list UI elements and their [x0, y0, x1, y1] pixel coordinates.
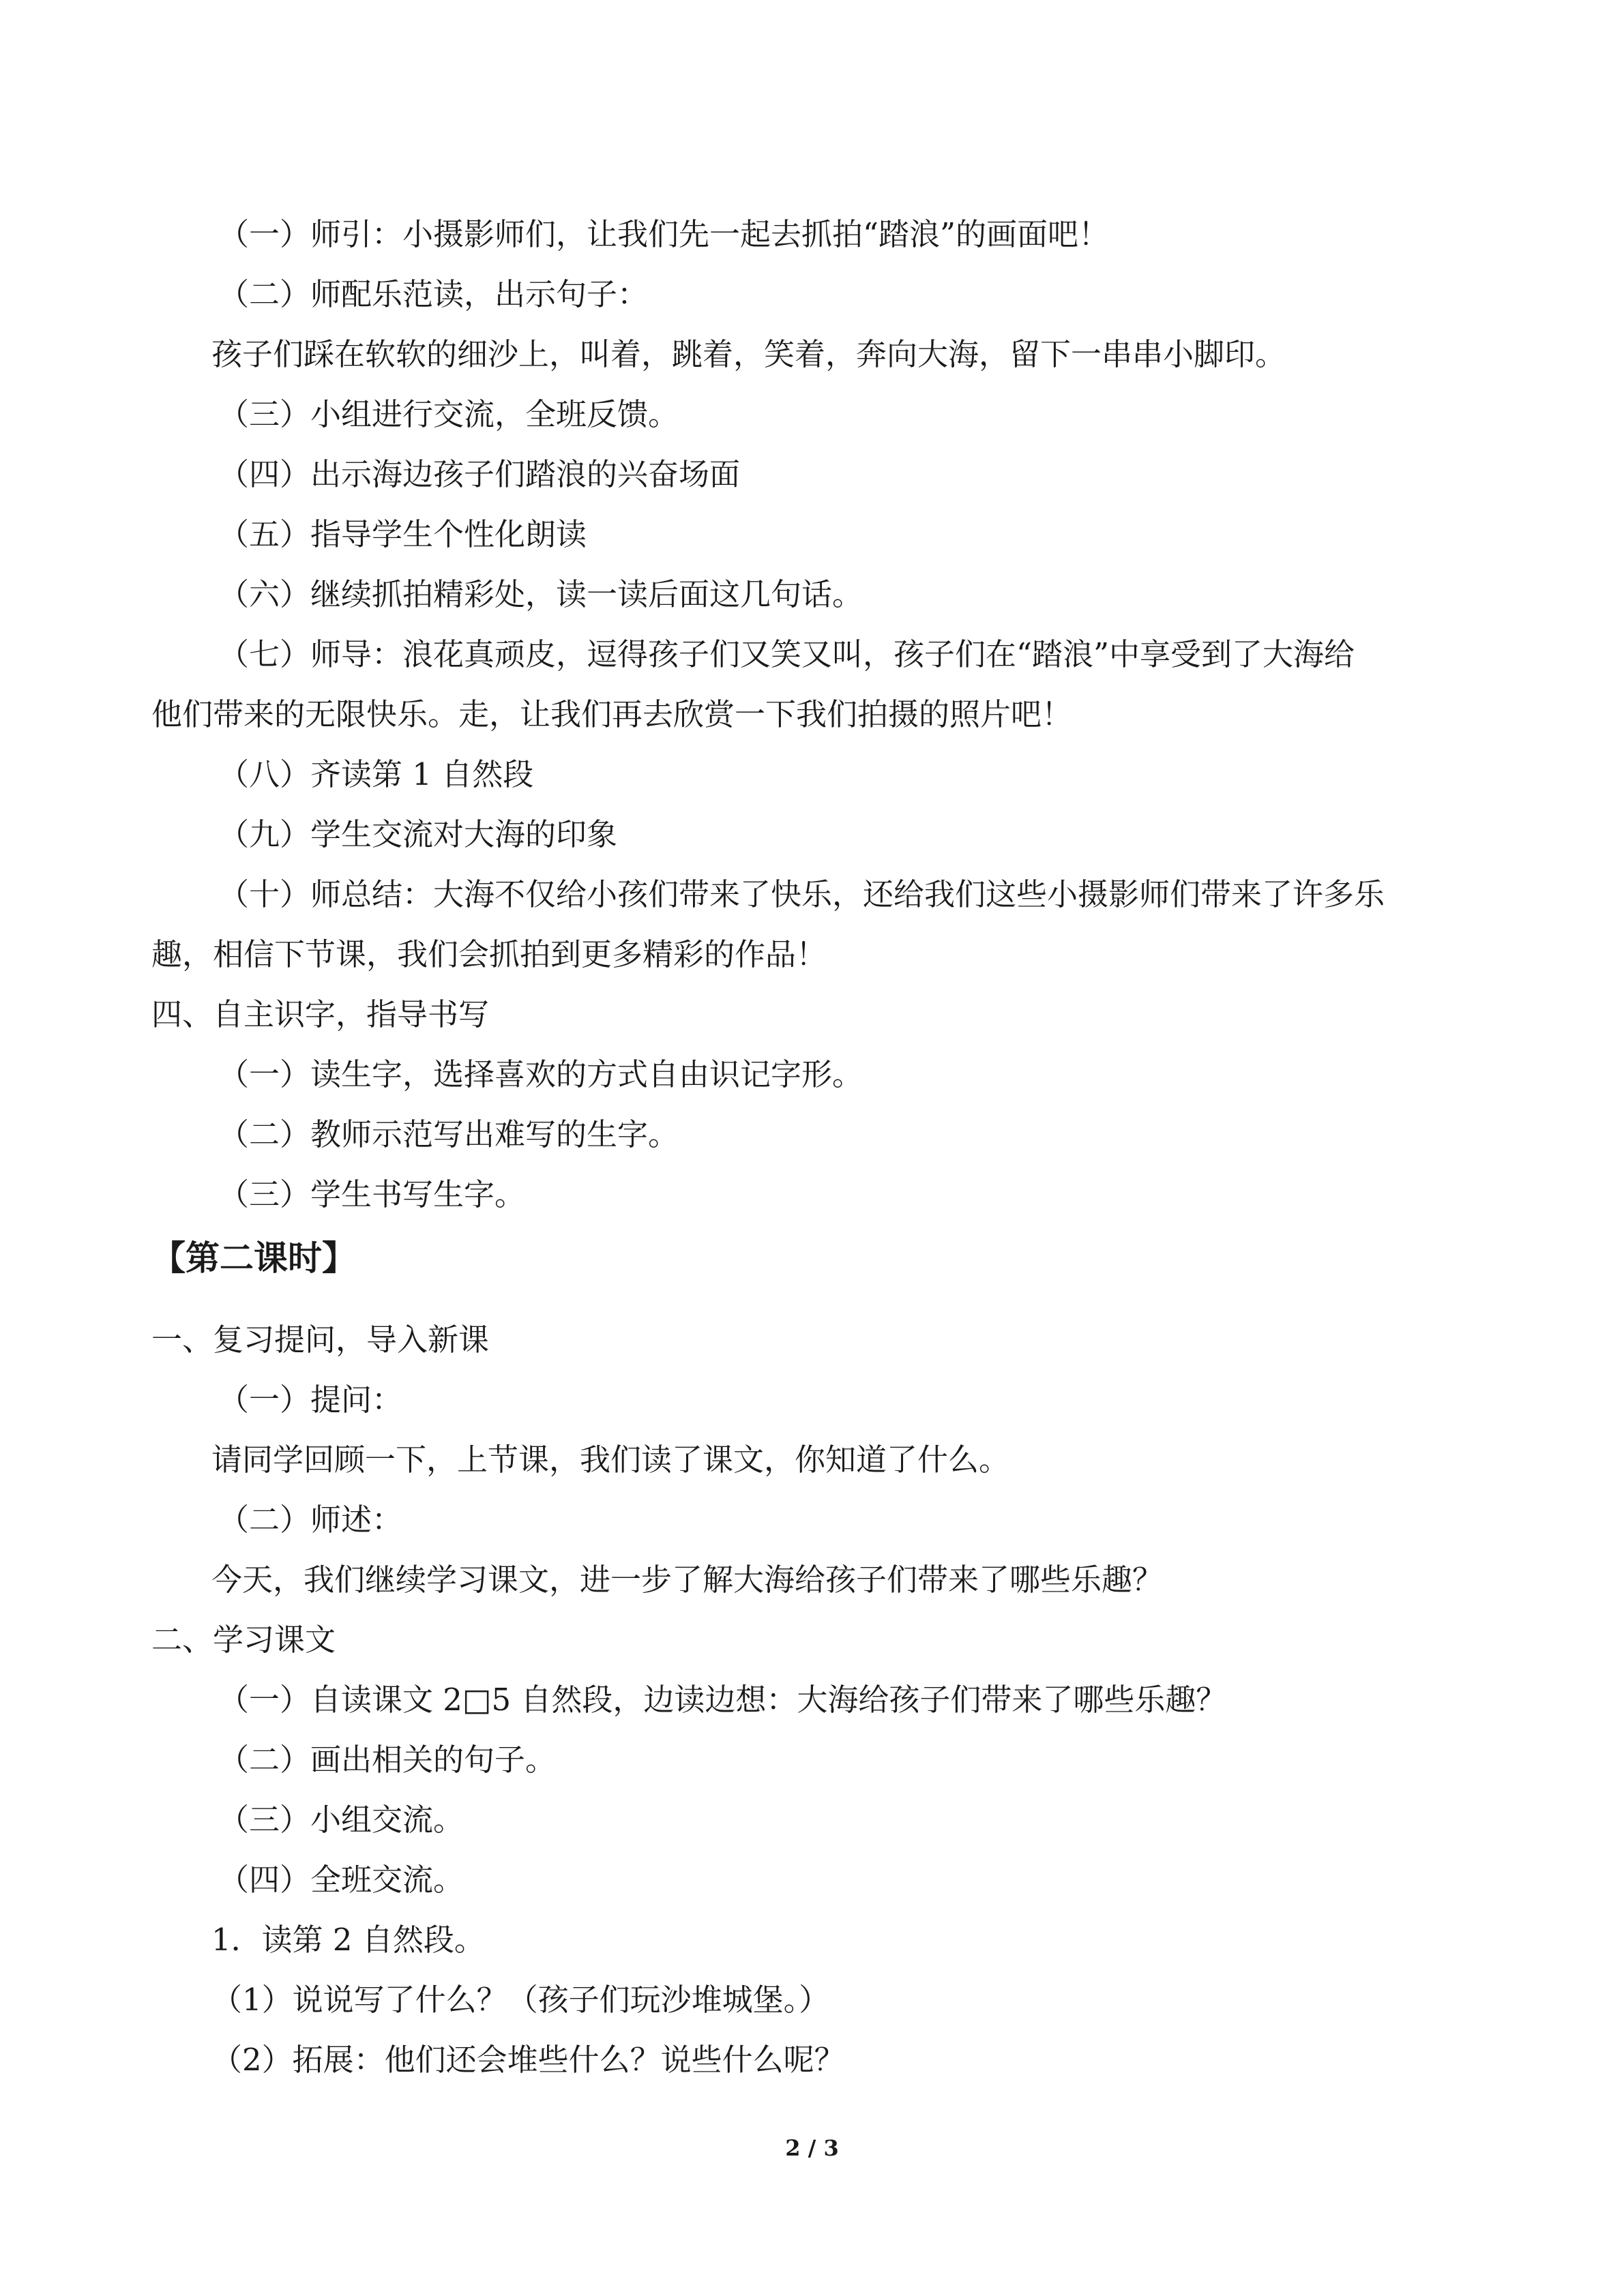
numbered-subitem: （2）拓展：他们还会堆些什么？说些什么呢？ [211, 2042, 845, 2078]
paragraph-line: （三）小组交流。 [218, 1802, 464, 1838]
paragraph-text: 请同学回顾一下，上节课，我们读了课文，你知道了什么。 [211, 1442, 1010, 1478]
page-number: 2 / 3 [785, 2135, 839, 2161]
paragraph-line: （四）全班交流。 [218, 1862, 464, 1898]
paragraph-line: （三）学生书写生字。 [218, 1176, 526, 1212]
paragraph-line: （一）读生字，选择喜欢的方式自由识记字形。 [218, 1056, 863, 1092]
paragraph-line: （二）师述： [218, 1502, 403, 1538]
lesson-heading: 【第二课时】 [151, 1238, 356, 1278]
numbered-item: 1．读第 2 自然段。 [211, 1922, 485, 1958]
paragraph-line: （二）画出相关的句子。 [218, 1742, 557, 1778]
paragraph-line: （一）自读课文 2□5 自然段，边读边想：大海给孩子们带来了哪些乐趣？ [218, 1682, 1227, 1718]
paragraph-line: （六）继续抓拍精彩处，读一读后面这几句话。 [218, 576, 863, 612]
paragraph-line: （一）提问： [218, 1382, 403, 1418]
paragraph-line: （三）小组进行交流，全班反馈。 [218, 396, 679, 432]
section-heading: 四、自主识字，指导书写 [151, 996, 490, 1032]
quoted-sentence: 孩子们踩在软软的细沙上，叫着，跳着，笑着，奔向大海，留下一串串小脚印。 [211, 336, 1286, 372]
numbered-subitem: （1）说说写了什么？（孩子们玩沙堆城堡。） [211, 1982, 830, 2018]
paragraph-line: （一）师引：小摄影师们，让我们先一起去抓拍“踏浪”的画面吧！ [218, 216, 1110, 252]
paragraph-line: （五）指导学生个性化朗读 [218, 516, 587, 552]
paragraph-line: （二）师配乐范读，出示句子： [218, 276, 649, 312]
paragraph-line: （二）教师示范写出难写的生字。 [218, 1116, 679, 1152]
paragraph-text: 今天，我们继续学习课文，进一步了解大海给孩子们带来了哪些乐趣？ [211, 1562, 1164, 1598]
paragraph-continuation: 他们带来的无限快乐。走，让我们再去欣赏一下我们拍摄的照片吧！ [151, 696, 1073, 732]
paragraph-line: （四）出示海边孩子们踏浪的兴奋场面 [218, 456, 741, 492]
paragraph-line: （十）师总结：大海不仅给小孩们带来了快乐，还给我们这些小摄影师们带来了许多乐 [218, 876, 1385, 912]
paragraph-line: （九）学生交流对大海的印象 [218, 816, 618, 852]
section-heading: 一、复习提问，导入新课 [151, 1322, 490, 1358]
paragraph-line: （七）师导：浪花真顽皮，逗得孩子们又笑又叫，孩子们在“踏浪”中享受到了大海给 [218, 636, 1355, 672]
paragraph-continuation: 趣，相信下节课，我们会抓拍到更多精彩的作品！ [151, 936, 827, 972]
section-heading: 二、学习课文 [151, 1622, 336, 1658]
paragraph-line: （八）齐读第 1 自然段 [218, 756, 534, 792]
